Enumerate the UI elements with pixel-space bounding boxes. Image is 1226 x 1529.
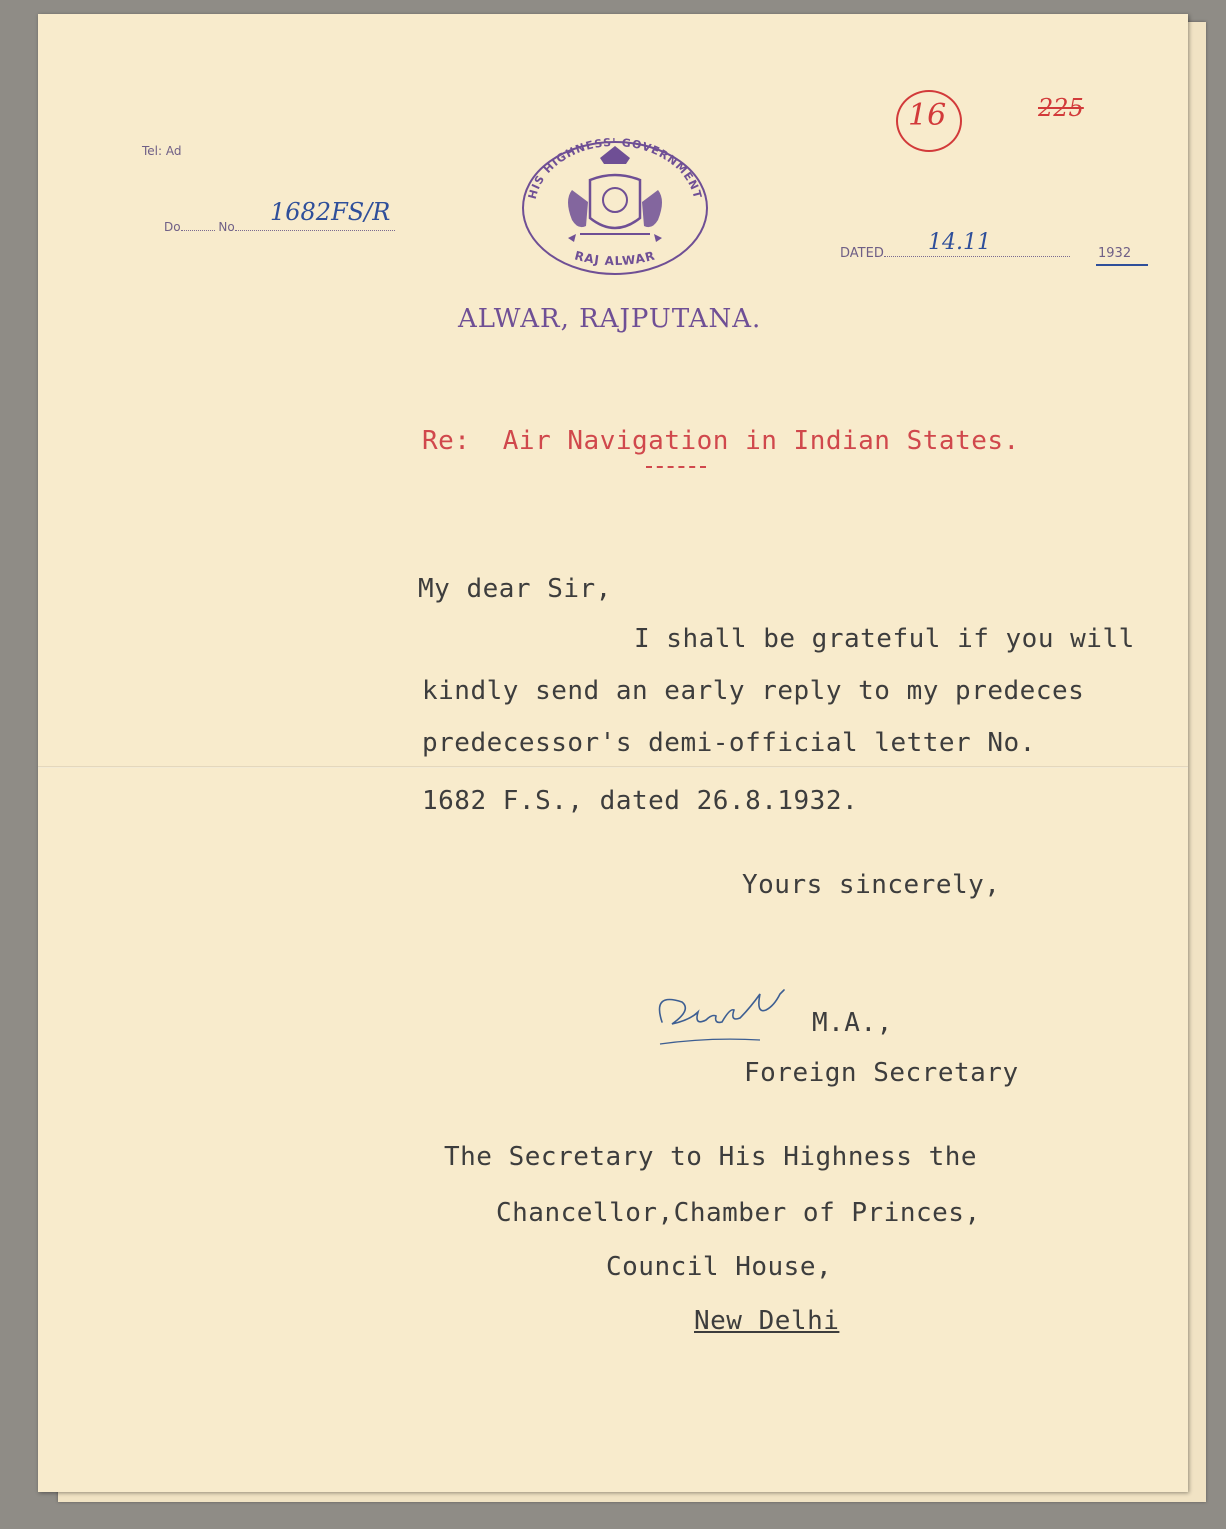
subject-prefix: Re: [422, 426, 471, 456]
government-emblem [510, 130, 720, 280]
handwritten-signature [650, 982, 800, 1056]
closing: Yours sincerely, [742, 870, 1001, 900]
subject-line [422, 426, 1020, 456]
body-line-1: I shall be grateful if you will [634, 624, 1135, 654]
struck-number: 225 [1038, 94, 1084, 122]
reference-number: 1682FS/R [270, 198, 391, 226]
body-line-2: kindly send an early reply to my predeces [422, 676, 1085, 706]
body-line-3: predecessor's demi-official letter No. [422, 728, 1036, 758]
do-label: Do [164, 220, 181, 234]
recipient-line-1: The Secretary to His Highness the [444, 1142, 978, 1172]
salutation: My dear Sir, [418, 574, 612, 604]
date-year: 1932 [1098, 246, 1132, 261]
letter-page [38, 14, 1188, 1492]
signature-suffix: M.A., [812, 1008, 893, 1038]
date-day-month: 14.11 [928, 230, 991, 255]
tel-label: Tel: Ad [142, 144, 182, 158]
emblem-bottom-text: RAJ ALWAR [573, 248, 657, 269]
fold-line [38, 766, 1188, 768]
recipient-line-4: New Delhi [694, 1306, 840, 1336]
place-heading: ALWAR, RAJPUTANA. [458, 304, 762, 334]
circled-number: 16 [908, 98, 947, 133]
recipient-line-2: Chancellor,Chamber of Princes, [496, 1198, 981, 1228]
year-underline [1096, 264, 1148, 266]
emblem-top-text: HIS HIGHNESS' GOVERNMENT [525, 135, 705, 201]
subject-underline [646, 466, 706, 468]
subject-text: Air Navigation in Indian States. [502, 426, 1020, 456]
signatory-title: Foreign Secretary [744, 1058, 1019, 1088]
recipient-line-3: Council House, [606, 1252, 833, 1282]
dated-label: DATED [840, 246, 884, 261]
coat-of-arms-icon [568, 146, 662, 242]
no-label: No [218, 220, 235, 234]
body-line-4: 1682 F.S., dated 26.8.1932. [422, 786, 859, 816]
